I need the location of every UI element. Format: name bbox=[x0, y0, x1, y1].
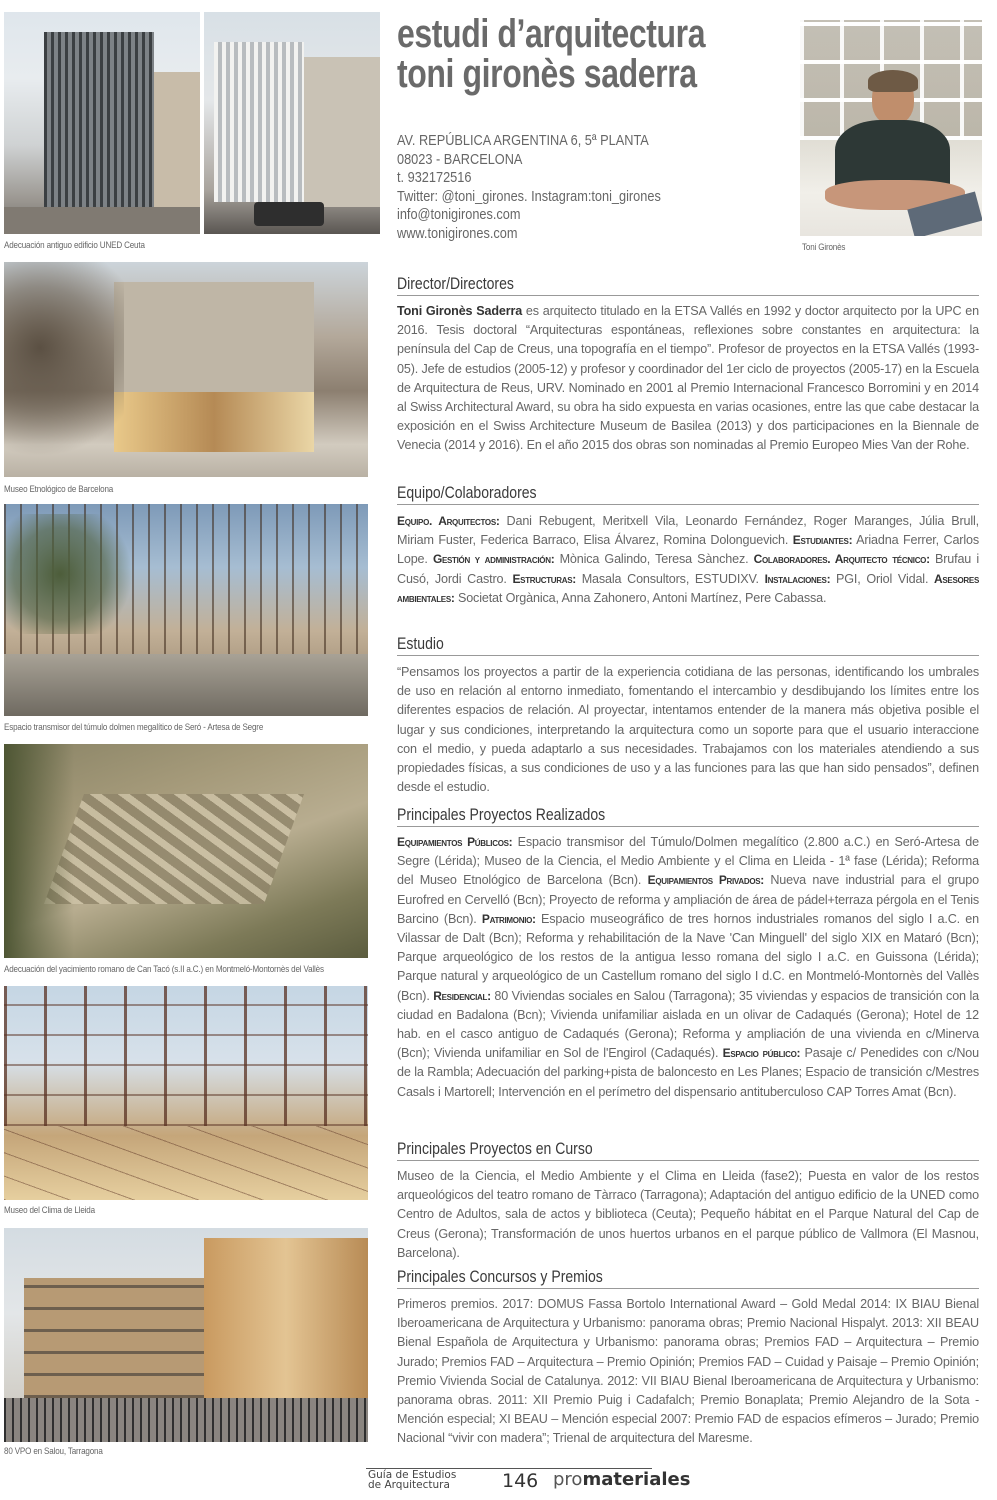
title-line-1: estudi d’arquitectura bbox=[397, 12, 706, 56]
photo-can-taco bbox=[4, 744, 368, 958]
section-title-estudio: Estudio bbox=[397, 635, 979, 656]
studio-title bbox=[397, 14, 705, 94]
city: 08023 - BARCELONA bbox=[397, 150, 523, 168]
footer-guide-name: Guía de Estudios de Arquitectura bbox=[368, 1469, 457, 1491]
website-link[interactable]: www.tonigirones.com bbox=[397, 224, 518, 242]
director-name: Toni Gironès Saderra bbox=[397, 304, 523, 318]
section-body-director bbox=[397, 302, 979, 456]
section-body-premios: Primeros premios. 2017: DOMUS Fassa Bortolo International Award – Gold Medal 2014: IX BIAU Bienal Iberoamericana de Arquitectura y Urbanismo: panorama obras; Premio Nacional Hispalyt. 2013: XII BEAU Bienal Española de Arquitectura y Urbanismo: panorama obras; Premios FAD – Arquitectura – Premio Jurado; Premios FAD – Arquitectura – Premio Opinión; Premios FAD – Cuidad y Paisaje – Premio Opinión; Premio Vivienda Social de Catalunya. 2012: VII BIAU Bienal Iberoamericana de Arquitectura y Urbanismo: panorama obras. 2011: XII Premio Puig i Cadafalch; Premio Bonaplata; Premio Alejandro de la Sota - Mención especial; XI BEAU – Mención especial 2007: Premio FAD de espacios efímeros – Jurado; Premio Nacional “vivir con madera”; Trienal de arquitectura del Maresme. bbox=[397, 1297, 979, 1446]
photo-uned-ceuta-right bbox=[204, 12, 380, 234]
portrait-photo bbox=[800, 20, 982, 236]
section-body-realizados: Equipamientos Públicos: Espacio transmisor del Túmulo/Dolmen megalítico (2.800 a.C.) en Seró-Artesa de Segre (Lérida); Museo de la Ciencia, el Medio Ambiente y el Clima en Lleida - 1ª fase (Lérida); Reforma del Museo Etnológico de Barcelona (Bcn). Equipamientos Privados: Nueva nave industrial para el grupo Eurofred en Cervelló (Bcn); Proyecto de reforma y ampliación de área de pádel+terraza pérgola en el Tenis Barcino (Bcn). Patrimonio: Espacio museográfico de tres hornos industriales romanos del siglo I a.C. en Vilassar de Dalt (Bcn); Reforma y rehabilitación de la Nave 'Can Minguell' del siglo XIX en Mataró (Bcn); Parque arqueológico de los restos de la antigua Iesso romana del siglo I a.C. en Guissona (Lérida); Parque natural y arqueológico de un Castellum romano del siglo I d.C. en Montmeló-Montornès del Vallès (Bcn). Residencial: 80 Viviendas sociales en Salou (Tarragona); 35 viviendas y espacios de transición con la ciudad en Badalona (Bcn); Vivienda unifamiliar aislada en un olivar de Cadaqués (Gerona); Hotel de 12 hab. en el casco antiguo de Cadaqués (Gerona); Reforma y ampliación de una vivienda en c/Minerva (Bcn); Vivienda unifamiliar en Sol de l'Engirol (Cadaqués). Espacio público: Pasaje c/ Penedides con c/Nou de la Rambla; Adecuación del parking+pista de baloncesto en Les Planes; Espacio de transición c/Mestres Casals i Martorell; Intervención en el perímetro del dispensario antituberculoso CAP Torres Amat (Bcn). bbox=[397, 835, 979, 1099]
section-title-curso: Principales Proyectos en Curso bbox=[397, 1140, 979, 1161]
title-line-2: toni gironès saderra bbox=[397, 52, 697, 96]
photo-museo-clima-lleida bbox=[4, 986, 368, 1200]
photo-caption: Adecuación del yacimiento romano de Can Tacó (s.II a.C.) en Montmeló-Montornès del Vallès bbox=[4, 964, 324, 975]
photo-museo-etnologico bbox=[4, 262, 368, 477]
phone: t. 932172516 bbox=[397, 169, 472, 186]
contact-block bbox=[397, 132, 661, 243]
photo-dolmen-sero bbox=[4, 504, 368, 716]
social: Twitter: @toni_girones. Instagram:toni_girones bbox=[397, 187, 661, 205]
publisher-logo: promateriales bbox=[553, 1469, 691, 1490]
portrait-caption: Toni Gironès bbox=[802, 242, 846, 253]
photo-caption: Museo del Clima de Lleida bbox=[4, 1205, 95, 1216]
photo-caption: Museo Etnológico de Barcelona bbox=[4, 484, 114, 495]
photo-uned-ceuta-left bbox=[4, 12, 200, 234]
director-bio: es arquitecto titulado en la ETSA Vallés en 1992 y doctor arquitecto por la UPC en 2016. Tesis doctoral “Arquitecturas espontáneas, reflexiones sobre constantes en arquitectura: la península del Cap de Creus, una topografía en el tiempo”. Profesor de proyectos en la ETSA Vallés (1993-05). Jefe de estudios (2005-12) y profesor y coordinador del 1er ciclo de proyectos (2005-17) en la Escuela de Arquitectura de Reus, URV. Nominado en 2001 al Premio Internacional Francesco Borromini y en 2014 al Swiss Architectural Award, su obra ha sido expuesta en varias ocasiones, entre las que cabe destacar la exposición en el Swiss Architecture Museum de Basilea (2013) y dos participaciones en la Biennale de Venecia (2014 y 2016). En el año 2015 dos obras son nominadas al Premio Europeo Mies Van der Rohe. bbox=[397, 304, 980, 453]
photo-caption: Adecuación antiguo edificio UNED Ceuta bbox=[4, 240, 145, 251]
photo-caption: Espacio transmisor del túmulo dolmen megalítico de Seró - Artesa de Segre bbox=[4, 722, 264, 733]
photo-caption: 80 VPO en Salou, Tarragona bbox=[4, 1446, 103, 1457]
section-body-estudio: “Pensamos los proyectos a partir de la experiencia cotidiana de las personas, identificando los umbrales de uso en relación al entorno inmediato, fomentando el intercambio y desdibujando los límites entre los diferentes espacios de relación. Al proyectar, intentamos entender de la manera más objetiva posible el lugar y sus condiciones, interpretando la arquitectura como un soporte para que el usuario interaccione con el medio, y pueda adaptarlo a sus necesidades. Trabajamos con los materiales atendiendo a sus propiedades físicas, a sus condiciones de uso y a las funciones para las que han sido pensados”, definen desde el estudio. bbox=[397, 665, 979, 795]
section-title-equipo: Equipo/Colaboradores bbox=[397, 484, 979, 505]
address: AV. REPÚBLICA ARGENTINA 6, 5ª PLANTA bbox=[397, 132, 649, 149]
photo-vpo-salou bbox=[4, 1228, 368, 1442]
section-body-curso: Museo de la Ciencia, el Medio Ambiente y el Clima en Lleida (fase2); Puesta en valor de los restos arqueológicos del teatro romano de Tàrraco (Tarragona); Adaptación del antiguo edificio de la UNED como Centro de Adultos, sala de actos y biblioteca (Ceuta); Pequeño hábitat en el Parque Natural del Cap de Creus (Gerona); Transformación de unos huertos urbanos en el parque público de Vallmora (El Masnou, Barcelona). bbox=[397, 1169, 979, 1260]
email-link[interactable]: info@tonigirones.com bbox=[397, 206, 521, 223]
section-title-realizados: Principales Proyectos Realizados bbox=[397, 806, 979, 827]
section-body-equipo: Equipo. Arquitectos: Dani Rebugent, Meritxell Vila, Leonardo Fernández, Roger Maranges, Júlia Brull, Miriam Fuster, Federica Barraco, Elisa Álvarez, Romina Dolonguevich. Estudiantes: Ariadna Ferrer, Carlos Lope. Gestión y administración: Mònica Galindo, Teresa Sànchez. Colaboradores. Arquitecto técnico: Brufau i Cusó, Jordi Castro. Estructuras: Masala Consultors, ESTUDIXV. Instalaciones: PGI, Oriol Vidal. Asesores ambientales: Societat Orgànica, Anna Zahonero, Antoni Martínez, Pere Cabassa. bbox=[397, 514, 979, 605]
page-number: 146 bbox=[502, 1470, 539, 1492]
section-title-director: Director/Directores bbox=[397, 275, 979, 296]
section-title-premios: Principales Concursos y Premios bbox=[397, 1268, 979, 1289]
